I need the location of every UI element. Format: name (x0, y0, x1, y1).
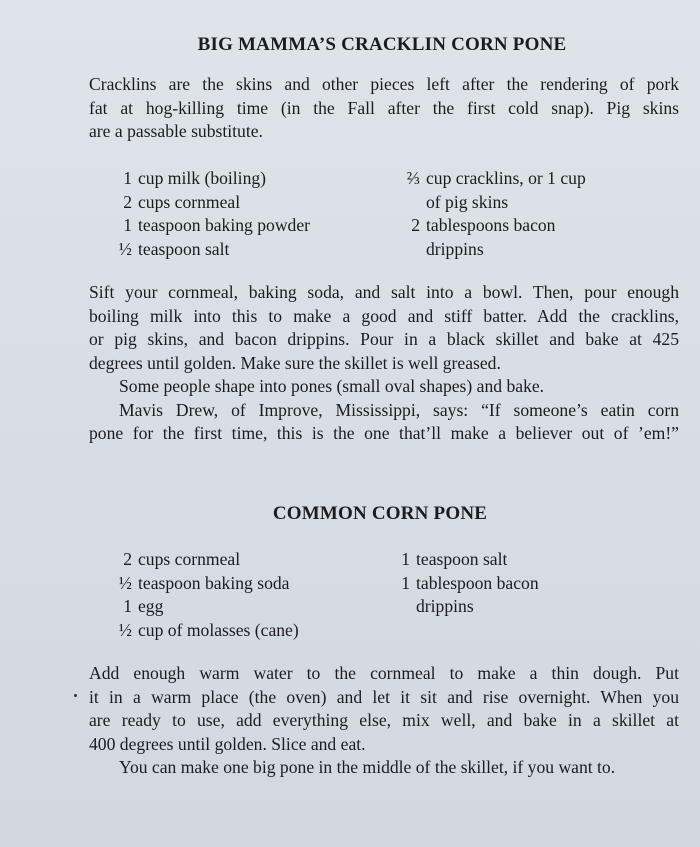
directions-line: degrees until golden. Make sure the skillet is well greased. (89, 352, 501, 373)
recipe-directions (89, 662, 679, 780)
intro-line: Cracklins are the skins and other pieces left after the rendering of pork (89, 74, 679, 94)
directions-line: are ready to use, add everything else, mix well, and bake in a skillet at (89, 710, 679, 730)
ingredient-item: ½ teaspoon baking soda (118, 572, 290, 593)
ingredient-continuation: drippins (426, 238, 484, 259)
ingredient-item: 2 cups cornmeal (123, 549, 241, 569)
directions-line: it in a warm place (the oven) and let it sit and rise overnight. When you (89, 686, 679, 707)
directions-line: 400 degrees until golden. Slice and eat. (89, 733, 366, 754)
directions-line: boiling milk into this to make a good and stiff batter. Add the cracklins, (89, 305, 679, 326)
ingredient-item: ½ cup of molasses (cane) (118, 619, 299, 640)
ink-speck (74, 694, 77, 697)
ingredient-item: 1 teaspoon baking powder (123, 215, 310, 235)
ingredient-item: 1 tablespoon bacon (401, 572, 539, 593)
recipe-intro (89, 73, 679, 144)
directions-line: Sift your cornmeal, baking soda, and salt into a bowl. Then, pour enough (89, 282, 679, 302)
ingredient-continuation: of pig skins (426, 191, 509, 212)
ingredient-item: 1 egg (123, 596, 164, 616)
ingredient-item: 1 cup milk (boiling) (123, 168, 267, 188)
quote-line: pone for the first time, this is the one that’ll make a believer out of ’em!” (89, 423, 679, 443)
intro-line: are a passable substitute. (89, 121, 263, 141)
ingredient-item: ⅔ cup cracklins, or 1 cup (406, 168, 586, 188)
ingredients-left-column (108, 548, 299, 642)
directions-line: or pig skins, and bacon drippins. Pour in a black skillet and bake at 425 (89, 329, 679, 349)
recipe-title: COMMON CORN PONE (272, 503, 488, 524)
ingredients-right-column (386, 548, 539, 619)
directions-line: Add enough warm water to the cornmeal to make a thin dough. Put (89, 663, 679, 683)
note-line: You can make one big pone in the middle of the skillet, if you want to. (119, 757, 616, 777)
ingredient-item: 2 cups cornmeal (123, 191, 241, 212)
ingredients-left-column (108, 167, 310, 261)
ingredient-item: 1 teaspoon salt (401, 549, 508, 569)
quote-line: Mavis Drew, of Improve, Mississippi, says: “If someone’s eatin corn (119, 399, 679, 420)
intro-line: fat at hog-killing time (in the Fall after the first cold snap). Pig skins (89, 97, 679, 118)
ingredient-continuation: drippins (416, 596, 474, 616)
ingredient-item: 2 tablespoons bacon (411, 215, 556, 235)
recipe-directions (89, 281, 679, 446)
ingredient-item: ½ teaspoon salt (118, 238, 230, 259)
ingredients-right-column (396, 167, 586, 261)
recipe-title: BIG MAMMA’S CRACKLIN CORN PONE (197, 34, 567, 55)
note-line: Some people shape into pones (small oval shapes) and bake. (119, 376, 545, 396)
